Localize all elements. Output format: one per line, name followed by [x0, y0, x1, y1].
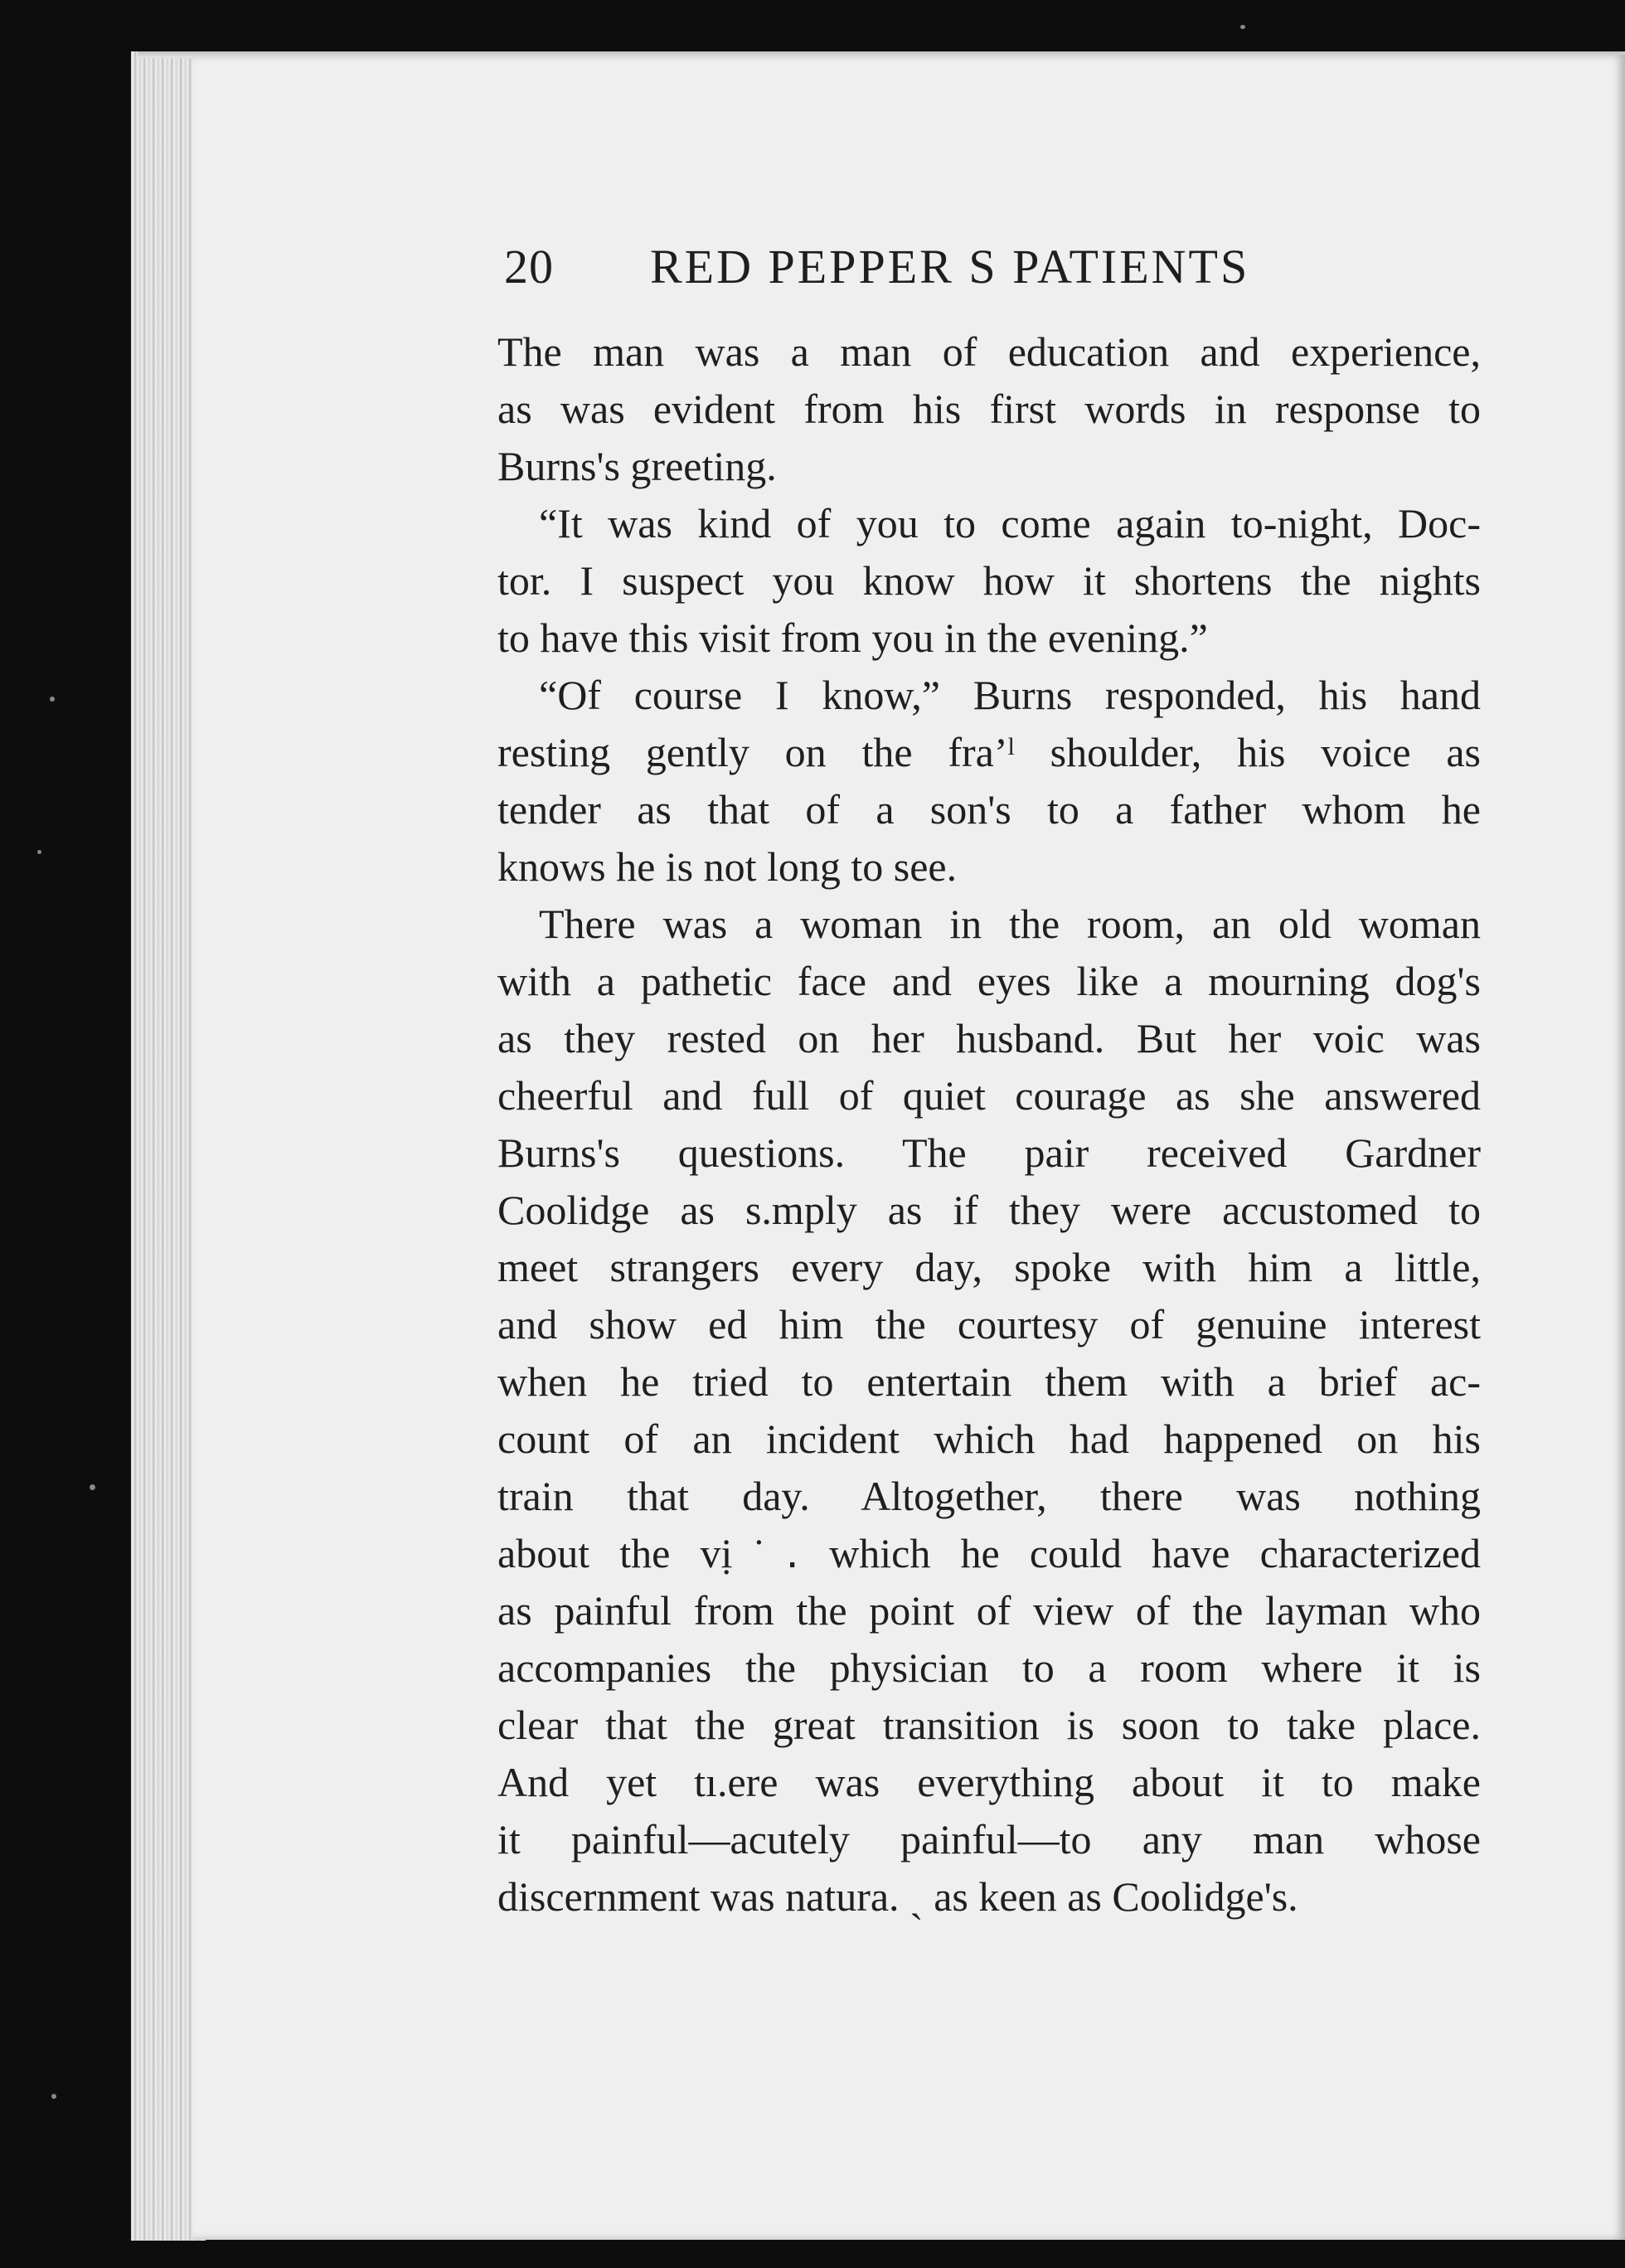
- text-line: accompanies the physician to a room where it is: [497, 1644, 1481, 1691]
- text-line: with a pathetic face and eyes like a mourning dog's: [497, 958, 1481, 1004]
- text-line: to have this visit from you in the evening.”: [497, 614, 1208, 661]
- text-line: The man was a man of education and experience,: [497, 328, 1481, 375]
- text-line: tender as that of a son's to a father whom he: [497, 786, 1481, 833]
- text-line: train that day. Altogether, there was nothing: [497, 1473, 1481, 1519]
- text-line: Burns's questions. The pair received Gardner: [497, 1129, 1481, 1176]
- text-line: meet strangers every day, spoke with him a little,: [497, 1244, 1481, 1290]
- text-line: discernment was natura. ˏ as keen as Coolidge's.: [497, 1873, 1298, 1920]
- text-line: knows he is not long to see.: [497, 843, 958, 890]
- text-line: clear that the great transition is soon to take place.: [497, 1702, 1481, 1748]
- dust-speck: [51, 2094, 56, 2099]
- text-line: and show ed him the courtesy of genuine interest: [497, 1301, 1481, 1348]
- text-line: And yet tı.ere was everything about it to make: [497, 1759, 1481, 1805]
- dust-speck: [50, 697, 55, 702]
- text-line: count of an incident which had happened on his: [497, 1416, 1481, 1462]
- dust-speck: [90, 1484, 95, 1490]
- text-line: as painful from the point of view of the layman who: [497, 1587, 1481, 1634]
- dust-speck: [1240, 25, 1245, 29]
- text-line: as was evident from his first words in response to: [497, 386, 1481, 432]
- body-text: [497, 323, 1481, 1926]
- text-line: tor. I suspect you know how it shortens the nights: [497, 557, 1481, 604]
- text-line: about the vị˙․ which he could have characterized: [497, 1530, 1481, 1576]
- text-line: Coolidge as s.mply as if they were accustomed to: [497, 1187, 1481, 1233]
- text-line: it painful—acutely painful—to any man whose: [497, 1816, 1481, 1862]
- running-head: [504, 239, 1487, 297]
- text-line: “It was kind of you to come again to-night, Doc-: [539, 500, 1481, 546]
- running-title: RED PEPPER S PATIENTS: [650, 240, 1250, 294]
- text-line: when he tried to entertain them with a brief ac-: [497, 1358, 1481, 1405]
- text-line: There was a woman in the room, an old woman: [539, 901, 1481, 947]
- text-line: as they rested on her husband. But her voic was: [497, 1015, 1481, 1061]
- text-line: cheerful and full of quiet courage as she answered: [497, 1072, 1481, 1119]
- text-line: “Of course I know,” Burns responded, his hand: [539, 672, 1481, 718]
- text-line: Burns's greeting.: [497, 443, 777, 489]
- text-line: resting gently on the fra’ˡ shoulder, his voice as: [497, 729, 1481, 775]
- dust-speck: [37, 850, 41, 854]
- page-number: 20: [504, 240, 554, 294]
